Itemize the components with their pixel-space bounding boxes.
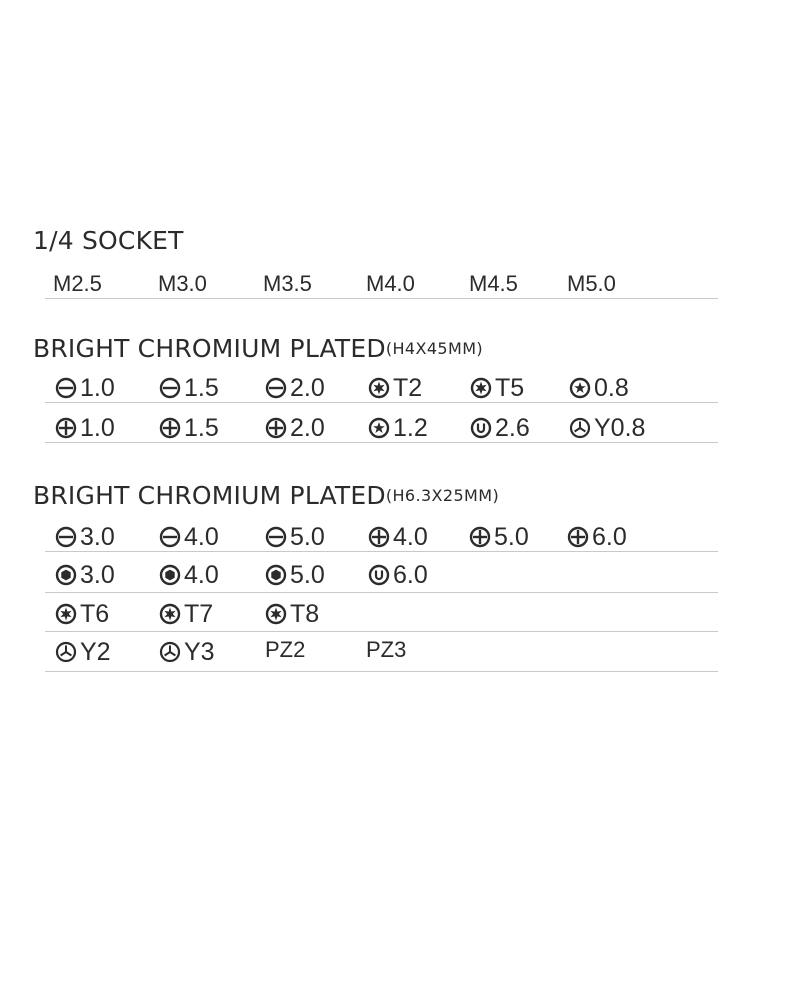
torx-icon [55, 603, 77, 625]
row-divider [45, 671, 718, 672]
pentalobe-icon [569, 377, 591, 399]
bit-cell [368, 560, 428, 590]
cell-label: T8 [290, 599, 320, 628]
bit-cell [159, 599, 213, 629]
row-divider [45, 442, 718, 443]
cell-label: Y0.8 [594, 413, 646, 442]
hex-icon [159, 564, 181, 586]
bit-cell [159, 522, 219, 552]
row-divider [45, 551, 718, 552]
section-title-text: BRIGHT CHROMIUM PLATED [33, 334, 386, 363]
torx-icon [265, 603, 287, 625]
cell-label: 6.0 [592, 522, 627, 551]
pentalobe-icon [368, 417, 390, 439]
cell-label: 1.0 [80, 413, 115, 442]
cell-label: T7 [184, 599, 214, 628]
hex-icon [265, 564, 287, 586]
torx-icon [470, 377, 492, 399]
cell-label: T2 [393, 373, 423, 402]
row-divider [45, 592, 718, 593]
section-title-text: 1/4 SOCKET [33, 226, 184, 255]
cell-label: 3.0 [80, 522, 115, 551]
cell-label: PZ3 [366, 637, 407, 662]
bit-cell [368, 373, 422, 403]
bit-cell [567, 522, 627, 552]
socket-size-cell [567, 269, 616, 299]
bit-cell [265, 373, 325, 403]
cell-label: M4.0 [366, 271, 415, 296]
slotted-icon [159, 526, 181, 548]
cell-label: 5.0 [494, 522, 529, 551]
u-type-icon [470, 417, 492, 439]
bit-cell [265, 522, 325, 552]
bit-cell [368, 413, 428, 443]
section-size-note: (H6.3X25MM) [385, 486, 500, 505]
tri-wing-icon [569, 417, 591, 439]
cell-label: 0.8 [594, 373, 629, 402]
cell-label: 3.0 [80, 560, 115, 589]
bit-cell [569, 373, 629, 403]
cell-label: T6 [80, 599, 110, 628]
cell-label: 1.0 [80, 373, 115, 402]
tri-wing-icon [159, 641, 181, 663]
phillips-icon [567, 526, 589, 548]
cell-label: M2.5 [53, 271, 102, 296]
cell-label: 4.0 [184, 560, 219, 589]
bit-cell [265, 599, 319, 629]
slotted-icon [55, 377, 77, 399]
section-3-title [33, 481, 499, 510]
cell-label: M3.5 [263, 271, 312, 296]
bit-cell [159, 637, 215, 667]
socket-size-cell [469, 269, 518, 299]
torx-icon [368, 377, 390, 399]
phillips-icon [55, 417, 77, 439]
bit-cell [55, 413, 115, 443]
row-divider [45, 402, 718, 403]
slotted-icon [265, 377, 287, 399]
torx-icon [159, 603, 181, 625]
cell-label: PZ2 [265, 637, 306, 662]
bit-cell [368, 522, 428, 552]
cell-label: Y3 [184, 637, 215, 666]
cell-label: 4.0 [184, 522, 219, 551]
slotted-icon [265, 526, 287, 548]
hex-icon [55, 564, 77, 586]
bit-cell [159, 373, 219, 403]
cell-label: 5.0 [290, 522, 325, 551]
bit-cell [55, 560, 115, 590]
section-2-title [33, 334, 483, 363]
socket-size-cell [366, 269, 415, 299]
cell-label: Y2 [80, 637, 111, 666]
bit-cell [55, 522, 115, 552]
socket-size-cell [263, 269, 312, 299]
phillips-icon [159, 417, 181, 439]
cell-label: M4.5 [469, 271, 518, 296]
socket-size-cell [53, 269, 102, 299]
bit-cell [569, 413, 645, 443]
bit-cell [265, 635, 305, 665]
bit-cell [470, 413, 530, 443]
bit-cell [55, 599, 109, 629]
section-1-title [33, 226, 184, 255]
slotted-icon [159, 377, 181, 399]
slotted-icon [55, 526, 77, 548]
cell-label: 2.6 [495, 413, 530, 442]
cell-label: M3.0 [158, 271, 207, 296]
cell-label: 1.2 [393, 413, 428, 442]
u-type-icon [368, 564, 390, 586]
phillips-icon [265, 417, 287, 439]
cell-label: 1.5 [184, 413, 219, 442]
bit-cell [159, 560, 219, 590]
phillips-icon [368, 526, 390, 548]
bit-cell [55, 637, 111, 667]
cell-label: M5.0 [567, 271, 616, 296]
cell-label: 1.5 [184, 373, 219, 402]
phillips-icon [469, 526, 491, 548]
bit-cell [159, 413, 219, 443]
bit-cell [265, 413, 325, 443]
bit-cell [470, 373, 524, 403]
cell-label: 6.0 [393, 560, 428, 589]
cell-label: 4.0 [393, 522, 428, 551]
bit-cell [265, 560, 325, 590]
bit-cell [366, 635, 406, 665]
bit-cell [469, 522, 529, 552]
bit-cell [55, 373, 115, 403]
section-size-note: (H4X45MM) [385, 339, 484, 358]
socket-size-cell [158, 269, 207, 299]
row-divider [45, 631, 718, 632]
tri-wing-icon [55, 641, 77, 663]
cell-label: T5 [495, 373, 525, 402]
section-title-text: BRIGHT CHROMIUM PLATED [33, 481, 386, 510]
cell-label: 2.0 [290, 413, 325, 442]
cell-label: 5.0 [290, 560, 325, 589]
cell-label: 2.0 [290, 373, 325, 402]
row-divider [45, 298, 718, 299]
